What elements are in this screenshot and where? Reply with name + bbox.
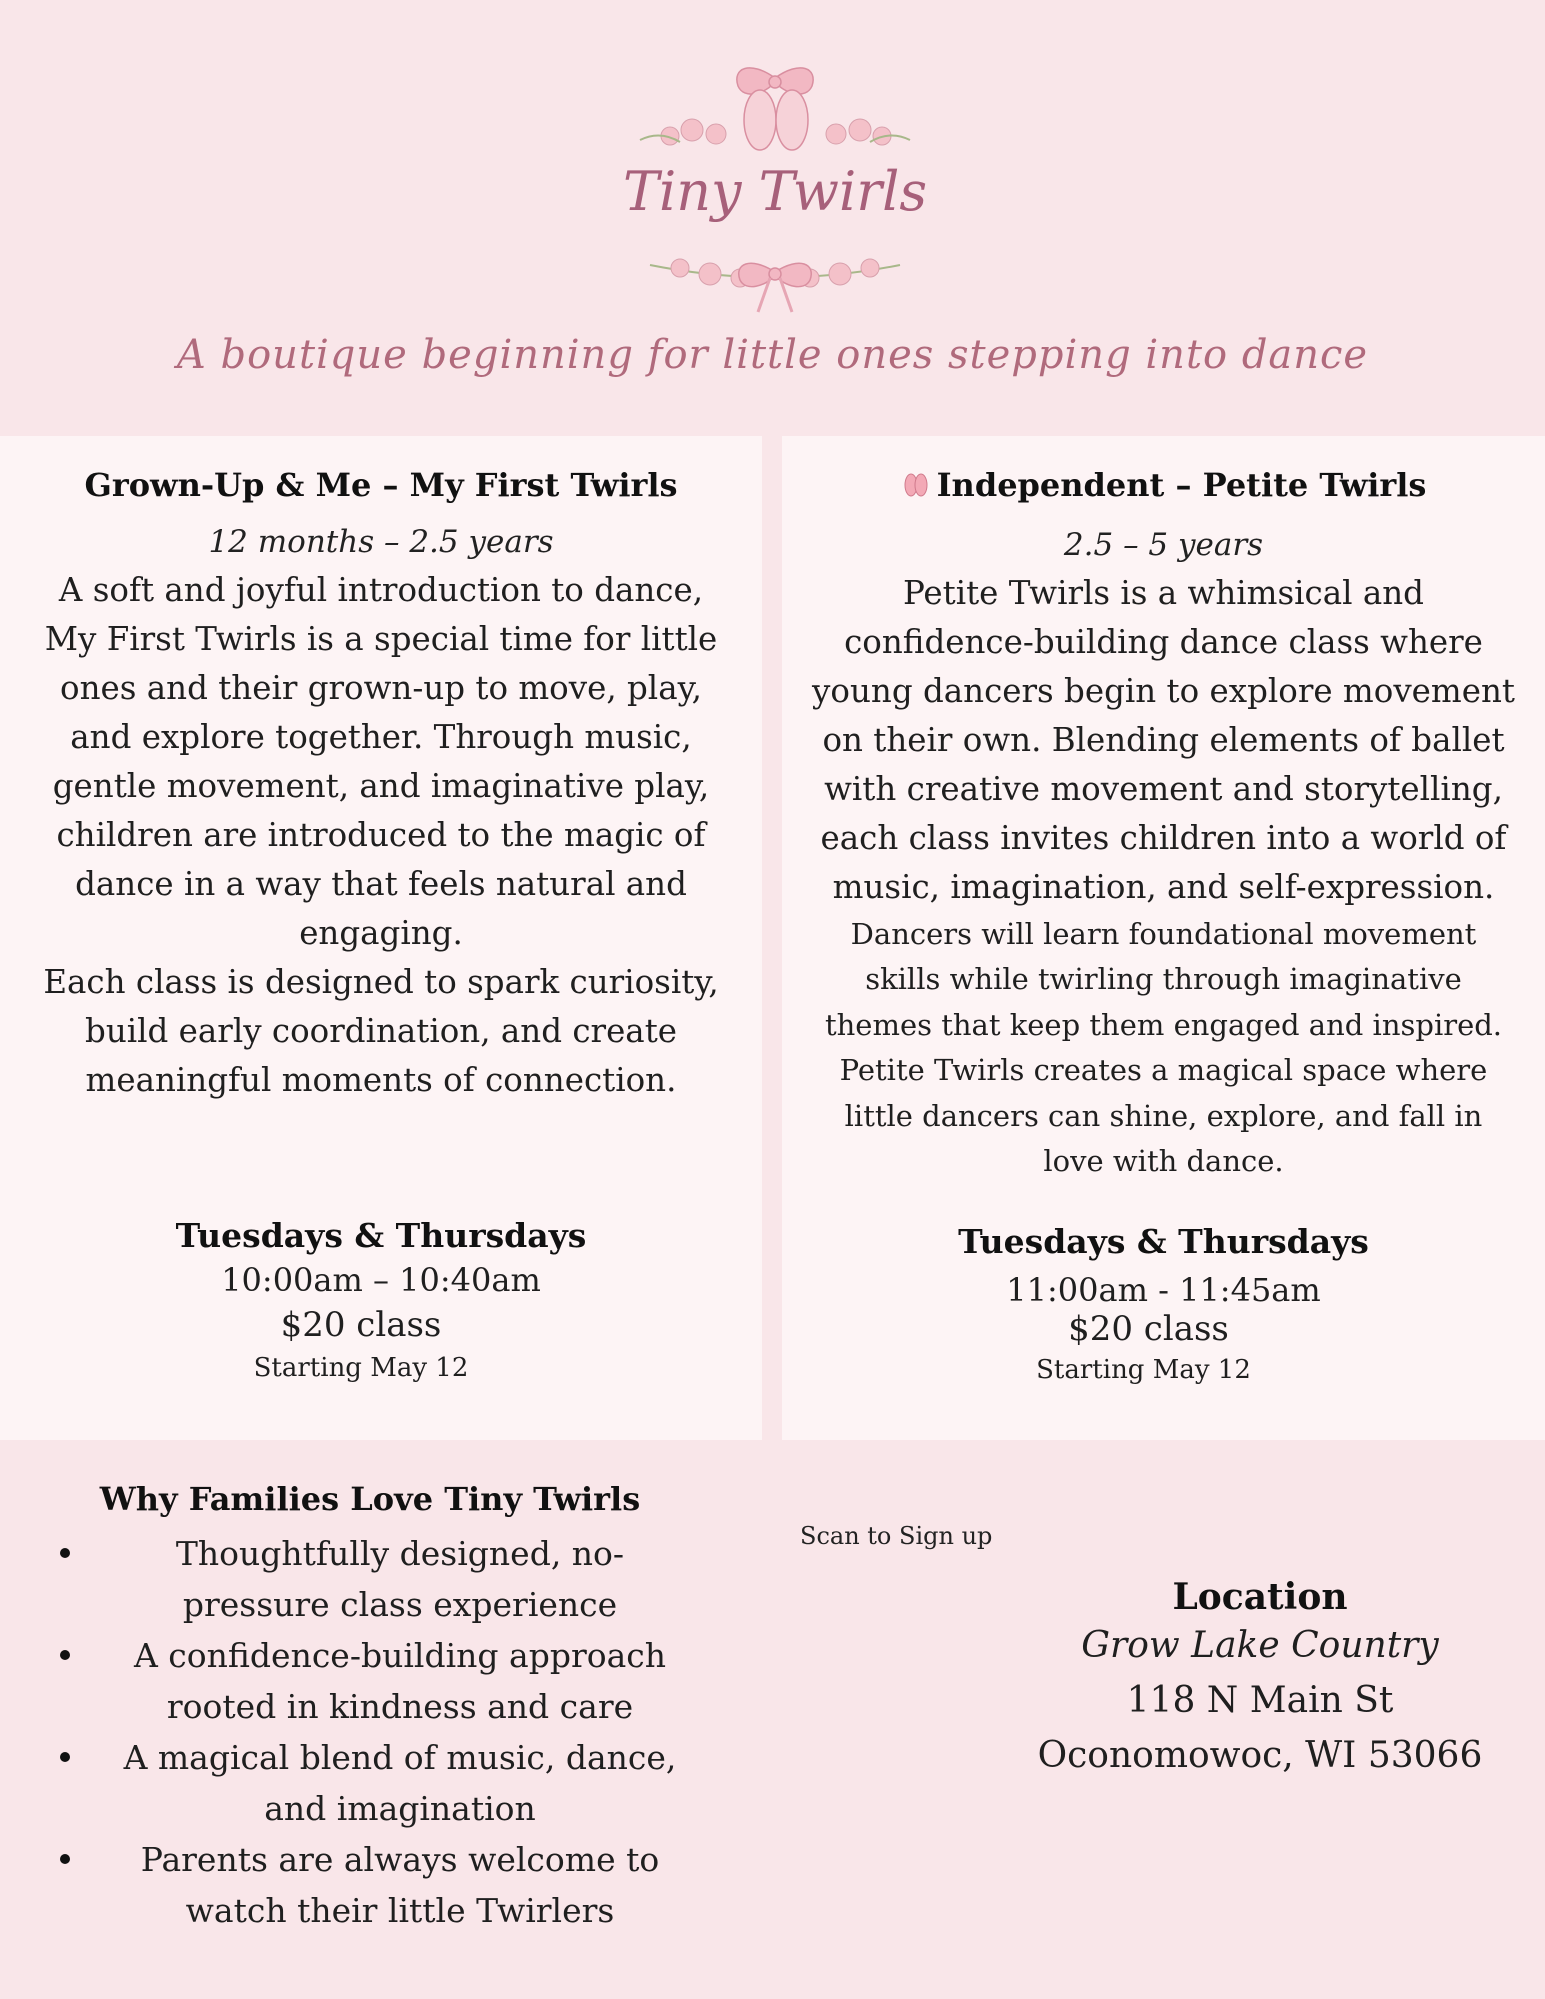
class-description-extra: Dancers will learn foundational movement skills while twirling through imaginative themes that keep them engaged and inspired. Petite Twirls creates a magical space where little dancers can shine, explore, and fall in love with dance. [824,916,1503,1178]
list-item: Parents are always welcome to watch their little Twirlers [60,1834,740,1936]
scan-to-sign-up: Scan to Sign up [800,1522,993,1550]
schedule-time: 11:00am - 11:45am [1006,1271,1321,1309]
schedule-days: Tuesdays & Thursdays [958,1222,1369,1261]
location-name: Grow Lake Country [1081,1625,1439,1666]
class-title: Grown-Up & Me – My First Twirls [84,466,678,504]
top-bow-icon [737,68,813,94]
class-card-grown-up-and-me [0,436,762,1440]
tiny-twirls-logo [610,60,940,325]
class-description: A soft and joyful introduction to dance, My First Twirls is a special time for little ones and their grown-up to move, play, and explore together. Through music, gentle movement, and imaginative play, children are introduced to the magic of dance in a way that feels natural and engaging. Each class is designed to spark curiosity, build early coordination, and create meaningful moments of connection. [43,571,719,1099]
header [0,0,1545,436]
bullet-icon [60,1854,70,1864]
why-list [0,1528,760,1936]
location-block [1020,1576,1500,1783]
class-title-row [782,466,1545,507]
bullet-icon [60,1650,70,1660]
list-item: Thoughtfully designed, no- pressure class experience [60,1528,740,1630]
start-date: Starting May 12 [1036,1355,1251,1385]
logo-text: Tiny Twirls [622,160,928,223]
schedule-days: Tuesdays & Thursdays [175,1216,587,1255]
location-street: 118 N Main St [1126,1680,1394,1721]
schedule-time: 10:00am – 10:40am [221,1261,541,1299]
bottom-section [0,1440,1545,1999]
class-card-petite-twirls [782,436,1545,1440]
location-city: Oconomowoc, WI 53066 [1037,1735,1483,1776]
why-title: Why Families Love Tiny Twirls [99,1480,641,1518]
ballet-shoes-art [744,90,808,150]
bullet-icon [60,1752,70,1762]
class-description: Petite Twirls is a whimsical and confidence-building dance class where young dancers begin to explore movement on their own. Blending elements of ballet with creative movement and storytelling, each class invites children into a world of music, imagination, and self-expression. [812,573,1515,906]
bottom-bow-icon [739,263,812,312]
location-title: Location [1172,1576,1348,1618]
class-age-range: 12 months – 2.5 years [208,524,554,560]
bullet-icon [60,1548,70,1558]
class-price: $20 class [1068,1309,1229,1349]
class-age-range: 2.5 – 5 years [1063,526,1264,563]
class-price: $20 class [280,1305,442,1345]
start-date: Starting May 12 [253,1353,469,1383]
class-title: Independent – Petite Twirls [936,466,1427,504]
list-item: A confidence-building approach rooted in kindness and care [60,1630,740,1732]
list-item: A magical blend of music, dance, and imagination [60,1732,740,1834]
class-schedule [0,1216,762,1383]
class-schedule [782,1222,1545,1385]
tagline: A boutique beginning for little ones stepping into dance [176,332,1369,378]
ballet-shoes-icon [901,469,931,507]
